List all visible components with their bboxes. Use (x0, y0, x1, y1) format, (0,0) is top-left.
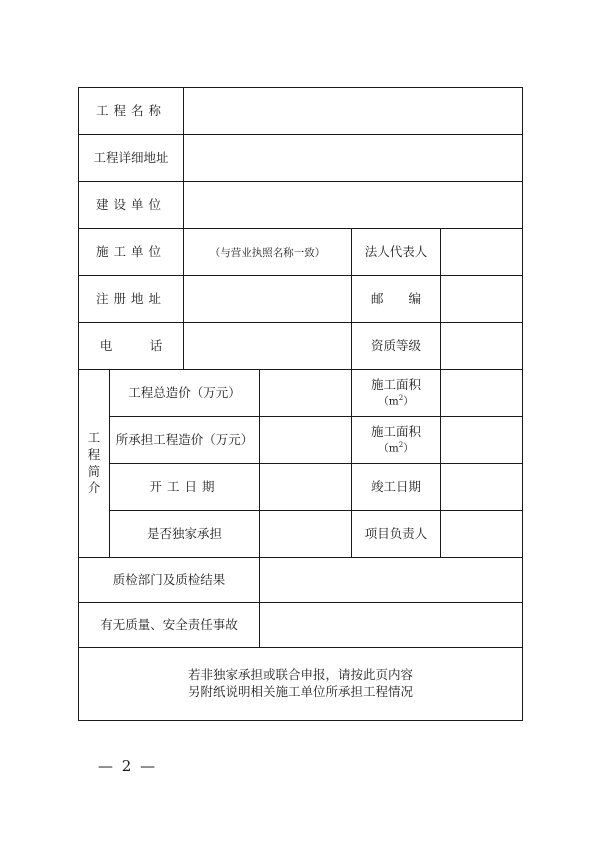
project-address-field[interactable] (184, 135, 523, 182)
legal-rep-field[interactable] (441, 229, 523, 276)
quality-inspection-label: 质检部门及质检结果 (79, 558, 260, 603)
quality-inspection-field[interactable] (260, 558, 523, 603)
reg-address-field[interactable] (184, 276, 352, 323)
area-field-2[interactable] (441, 417, 523, 464)
note-cell (79, 648, 523, 721)
area-label-1: 施工面积 $(m^2)$ (352, 370, 441, 417)
application-form-table (78, 87, 523, 721)
phone-label: 电 话 (79, 323, 184, 370)
postcode-label: 邮 编 (352, 276, 441, 323)
undertaken-cost-label: 所承担工程造价（万元） (110, 417, 260, 464)
builder-label: 建设单位 (79, 182, 184, 229)
start-date-field[interactable] (260, 464, 352, 511)
project-intro-label: 工 程 简 介 (79, 370, 110, 558)
legal-rep-label: 法人代表人 (352, 229, 441, 276)
phone-field[interactable] (184, 323, 352, 370)
project-name-field[interactable] (184, 88, 523, 135)
sole-contractor-field[interactable] (260, 511, 352, 558)
completion-date-field[interactable] (441, 464, 523, 511)
contractor-label: 施工单位 (79, 229, 184, 276)
project-address-label: 工程详细地址 (79, 135, 184, 182)
project-name-label: 工程名称 (79, 88, 184, 135)
postcode-field[interactable] (441, 276, 523, 323)
area-field-1[interactable] (441, 370, 523, 417)
reg-address-label: 注册地址 (79, 276, 184, 323)
accident-label: 有无质量、安全责任事故 (79, 603, 260, 648)
builder-field[interactable] (184, 182, 523, 229)
contractor-field[interactable] (184, 229, 352, 276)
note-line-1: 若非独家承担或联合申报，请按此页内容 (188, 667, 414, 683)
qualification-label: 资质等级 (352, 323, 441, 370)
accident-field[interactable] (260, 603, 523, 648)
total-cost-field[interactable] (260, 370, 352, 417)
start-date-label: 开工日期 (110, 464, 260, 511)
total-cost-label: 工程总造价（万元） (110, 370, 260, 417)
sole-contractor-label: 是否独家承担 (110, 511, 260, 558)
completion-date-label: 竣工日期 (352, 464, 441, 511)
project-manager-field[interactable] (441, 511, 523, 558)
qualification-field[interactable] (441, 323, 523, 370)
undertaken-cost-field[interactable] (260, 417, 352, 464)
note-line-2: 另附纸说明相关施工单位所承担工程情况 (188, 684, 414, 699)
project-manager-label: 项目负责人 (352, 511, 441, 558)
contractor-hint: （与营业执照名称一致） (209, 246, 326, 259)
area-label-2: 施工面积 $(m^2)$ (352, 417, 441, 464)
page-number: — 2 — (98, 757, 158, 775)
